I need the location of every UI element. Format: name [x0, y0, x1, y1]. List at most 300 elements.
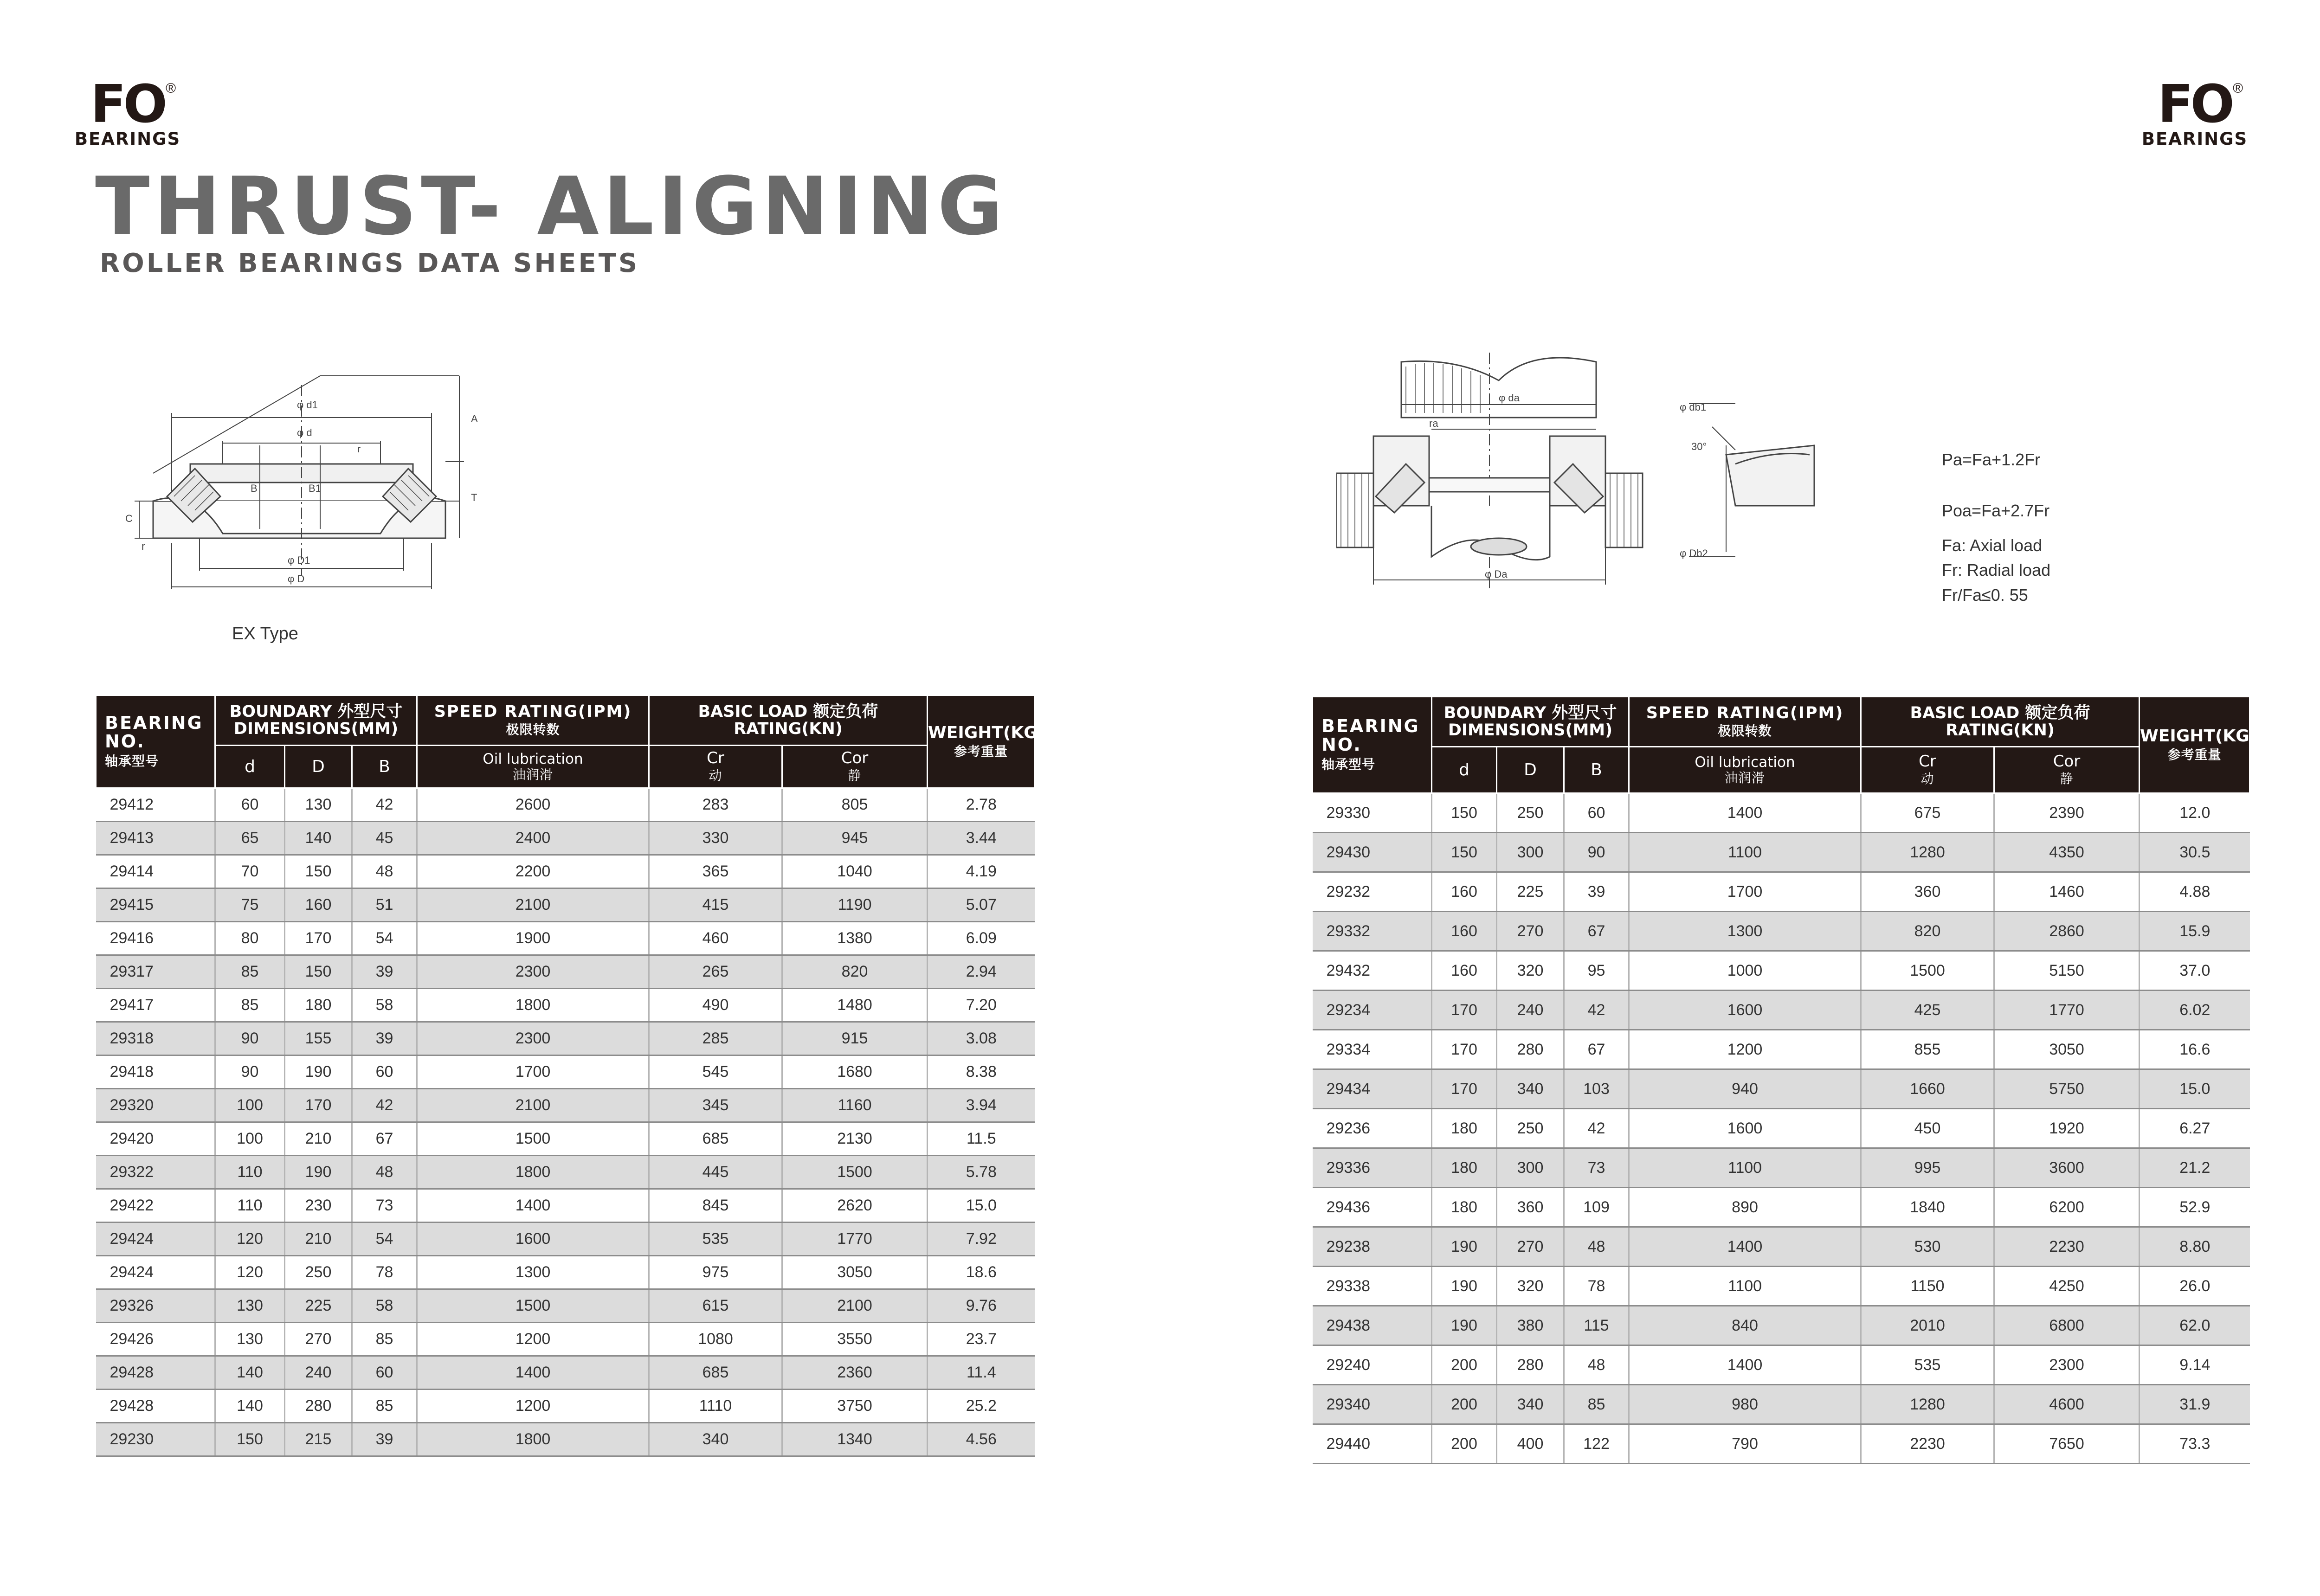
bore-d-cell: 65 — [215, 822, 285, 855]
outer-d-cell: 280 — [1497, 1345, 1564, 1385]
width-b-cell: 60 — [352, 1055, 417, 1089]
outer-d-cell: 300 — [1497, 1148, 1564, 1188]
speed-rating-header: SPEED RATING(IPM) 极限转数 — [417, 695, 649, 746]
load-cor-cell: 1770 — [1994, 991, 2140, 1030]
bearing-no-cell: 29434 — [1313, 1069, 1432, 1109]
load-cor-cell: 3050 — [1994, 1030, 2140, 1069]
load-cor-cell: 7650 — [1994, 1424, 2140, 1464]
width-b-cell: 67 — [352, 1122, 417, 1156]
bearing-no-cell: 29334 — [1313, 1030, 1432, 1069]
load-cr-cell: 490 — [649, 989, 782, 1022]
width-b-cell: 95 — [1564, 951, 1629, 991]
bore-d-cell: 160 — [1432, 951, 1497, 991]
outer-d-cell: 230 — [285, 1189, 352, 1223]
weight-header: WEIGHT(KG) 参考重量 — [2140, 697, 2250, 793]
bore-d-cell: 100 — [215, 1122, 285, 1156]
bore-d-cell: 85 — [215, 989, 285, 1022]
speed-oil-cell: 1500 — [417, 1122, 649, 1156]
bore-d-cell: 90 — [215, 1022, 285, 1055]
bearing-no-cell: 29236 — [1313, 1109, 1432, 1148]
bore-d-cell: 70 — [215, 855, 285, 888]
load-cr-cell: 1080 — [649, 1323, 782, 1356]
basic-load-rating-header: BASIC LOAD 额定负荷 RATING(KN) — [649, 695, 928, 746]
bore-d-cell: 180 — [1432, 1188, 1497, 1227]
label-d: φ d — [297, 427, 312, 438]
bore-d-cell: 110 — [215, 1189, 285, 1223]
table-row — [1313, 1306, 2250, 1345]
load-cor-cell: 3600 — [1994, 1148, 2140, 1188]
weight-cell: 4.56 — [928, 1423, 1035, 1456]
table-row — [96, 1122, 1035, 1156]
col-b-header: B — [352, 746, 417, 788]
load-cor-cell: 5750 — [1994, 1069, 2140, 1109]
load-cr-cell: 855 — [1861, 1030, 1994, 1069]
load-cr-cell: 425 — [1861, 991, 1994, 1030]
bore-d-cell: 190 — [1432, 1227, 1497, 1267]
width-b-cell: 39 — [1564, 872, 1629, 912]
weight-cell: 6.27 — [2140, 1109, 2250, 1148]
label-b1: B1 — [309, 483, 321, 494]
outer-d-cell: 190 — [285, 1156, 352, 1189]
outer-d-cell: 270 — [285, 1323, 352, 1356]
label-r-side: r — [142, 541, 145, 552]
bore-d-cell: 180 — [1432, 1148, 1497, 1188]
width-b-cell: 85 — [352, 1390, 417, 1423]
label-da: φ da — [1499, 392, 1520, 404]
bore-d-cell: 120 — [215, 1223, 285, 1256]
weight-cell: 37.0 — [2140, 951, 2250, 991]
bearing-data-table-right — [1312, 696, 2257, 1464]
outer-d-cell: 160 — [285, 888, 352, 922]
weight-cell: 5.78 — [928, 1156, 1035, 1189]
load-cr-cell: 283 — [649, 788, 782, 822]
load-cor-cell: 805 — [782, 788, 928, 822]
speed-oil-cell: 1600 — [1629, 1109, 1861, 1148]
bearing-no-cell: 29318 — [96, 1022, 215, 1055]
bearing-no-cell: 29426 — [96, 1323, 215, 1356]
outer-d-cell: 150 — [285, 955, 352, 989]
bearing-no-cell: 29432 — [1313, 951, 1432, 991]
load-cr-cell: 415 — [649, 888, 782, 922]
outer-d-cell: 360 — [1497, 1188, 1564, 1227]
load-cor-cell: 4350 — [1994, 833, 2140, 872]
width-b-cell: 73 — [1564, 1148, 1629, 1188]
speed-oil-cell: 1400 — [1629, 1227, 1861, 1267]
table-row — [96, 1323, 1035, 1356]
load-cor-cell: 5150 — [1994, 951, 2140, 991]
col-cor-header: Cor 静 — [1994, 747, 2140, 793]
load-cor-cell: 4600 — [1994, 1385, 2140, 1424]
bore-d-cell: 180 — [1432, 1109, 1497, 1148]
speed-oil-cell: 1100 — [1629, 1267, 1861, 1306]
table-row — [1313, 1188, 2250, 1227]
weight-cell: 3.08 — [928, 1022, 1035, 1055]
outer-d-cell: 240 — [1497, 991, 1564, 1030]
label-ra: ra — [1429, 418, 1438, 429]
bearing-no-cell: 29430 — [1313, 833, 1432, 872]
width-b-cell: 48 — [352, 855, 417, 888]
speed-oil-cell: 1800 — [417, 989, 649, 1022]
load-cr-cell: 365 — [649, 855, 782, 888]
outer-d-cell: 250 — [1497, 1109, 1564, 1148]
outer-d-cell: 270 — [1497, 1227, 1564, 1267]
outer-d-cell: 320 — [1497, 1267, 1564, 1306]
load-cor-cell: 2100 — [782, 1289, 928, 1323]
table-row — [96, 1055, 1035, 1089]
label-db2: φ Db2 — [1680, 547, 1708, 559]
bore-d-cell: 120 — [215, 1256, 285, 1289]
load-cr-cell: 1280 — [1861, 1385, 1994, 1424]
load-cr-cell: 685 — [649, 1122, 782, 1156]
table-row — [96, 1423, 1035, 1456]
speed-oil-cell: 2300 — [417, 955, 649, 989]
table-row — [96, 1089, 1035, 1122]
weight-cell: 2.78 — [928, 788, 1035, 822]
bearing-no-header: BEARING NO. 轴承型号 — [1313, 697, 1432, 793]
speed-oil-cell: 890 — [1629, 1188, 1861, 1227]
bearing-no-cell: 29338 — [1313, 1267, 1432, 1306]
logo-subtitle: BEARINGS — [2141, 129, 2248, 149]
outer-d-cell: 250 — [285, 1256, 352, 1289]
bearing-no-cell: 29438 — [1313, 1306, 1432, 1345]
bearing-no-cell: 29440 — [1313, 1424, 1432, 1464]
label-c: C — [125, 513, 133, 524]
weight-cell: 2.94 — [928, 955, 1035, 989]
bore-d-cell: 190 — [1432, 1306, 1497, 1345]
basic-load-rating-header: BASIC LOAD 额定负荷 RATING(KN) — [1861, 697, 2140, 747]
width-b-cell: 54 — [352, 1223, 417, 1256]
formula-pa: Pa=Fa+1.2Fr — [1942, 450, 2041, 469]
load-cor-cell: 2230 — [1994, 1227, 2140, 1267]
weight-cell: 3.44 — [928, 822, 1035, 855]
speed-oil-cell: 1400 — [1629, 1345, 1861, 1385]
page-title: THRUST- ALIGNING — [95, 160, 1007, 253]
speed-oil-cell: 2100 — [417, 1089, 649, 1122]
thrust-bearing-section-diagram — [125, 357, 496, 598]
outer-d-cell: 340 — [1497, 1069, 1564, 1109]
speed-oil-cell: 2200 — [417, 855, 649, 888]
width-b-cell: 39 — [352, 1423, 417, 1456]
formula-fa: Fa: Axial load — [1942, 536, 2043, 555]
load-cr-cell: 675 — [1861, 793, 1994, 833]
load-cr-cell: 1150 — [1861, 1267, 1994, 1306]
table-row — [96, 1223, 1035, 1256]
bearing-no-cell: 29326 — [96, 1289, 215, 1323]
outer-d-cell: 180 — [285, 989, 352, 1022]
bearing-no-cell: 29424 — [96, 1256, 215, 1289]
width-b-cell: 45 — [352, 822, 417, 855]
table-row — [96, 1189, 1035, 1223]
weight-cell: 31.9 — [2140, 1385, 2250, 1424]
outer-d-cell: 210 — [285, 1122, 352, 1156]
load-cr-cell: 460 — [649, 922, 782, 955]
speed-oil-cell: 1100 — [1629, 1148, 1861, 1188]
formula-ratio: Fr/Fa≤0. 55 — [1942, 586, 2028, 605]
oil-lubrication-header: Oil lubrication 油润滑 — [417, 746, 649, 788]
weight-cell: 11.5 — [928, 1122, 1035, 1156]
weight-cell: 21.2 — [2140, 1148, 2250, 1188]
load-cor-cell: 2300 — [1994, 1345, 2140, 1385]
load-cr-cell: 2010 — [1861, 1306, 1994, 1345]
outer-d-cell: 170 — [285, 1089, 352, 1122]
bore-d-cell: 200 — [1432, 1424, 1497, 1464]
width-b-cell: 115 — [1564, 1306, 1629, 1345]
table-row — [1313, 793, 2250, 833]
bore-d-cell: 60 — [215, 788, 285, 822]
bore-d-cell: 170 — [1432, 1069, 1497, 1109]
width-b-cell: 39 — [352, 1022, 417, 1055]
label-r-top: r — [357, 443, 361, 455]
bearing-no-cell: 29415 — [96, 888, 215, 922]
boundary-dimensions-header: BOUNDARY 外型尺寸 DIMENSIONS(MM) — [215, 695, 417, 746]
speed-oil-cell: 2300 — [417, 1022, 649, 1055]
outer-d-cell: 155 — [285, 1022, 352, 1055]
width-b-cell: 73 — [352, 1189, 417, 1223]
width-b-cell: 85 — [1564, 1385, 1629, 1424]
bearing-no-header: BEARING NO. 轴承型号 — [96, 695, 215, 788]
speed-oil-cell: 2400 — [417, 822, 649, 855]
outer-d-cell: 250 — [1497, 793, 1564, 833]
width-b-cell: 78 — [352, 1256, 417, 1289]
bore-d-cell: 200 — [1432, 1385, 1497, 1424]
load-cr-cell: 445 — [649, 1156, 782, 1189]
bearing-no-cell: 29232 — [1313, 872, 1432, 912]
outer-d-cell: 320 — [1497, 951, 1564, 991]
speed-oil-cell: 1200 — [1629, 1030, 1861, 1069]
bearing-no-cell: 29416 — [96, 922, 215, 955]
label-a: A — [471, 413, 478, 425]
table-row — [96, 855, 1035, 888]
label-t: T — [471, 492, 477, 503]
load-cr-cell: 995 — [1861, 1148, 1994, 1188]
bore-d-cell: 90 — [215, 1055, 285, 1089]
outer-d-cell: 280 — [1497, 1030, 1564, 1069]
logo-mark: FO — [2158, 74, 2232, 135]
bore-d-cell: 170 — [1432, 991, 1497, 1030]
weight-cell: 4.88 — [2140, 872, 2250, 912]
weight-cell: 25.2 — [928, 1390, 1035, 1423]
speed-oil-cell: 1500 — [417, 1289, 649, 1323]
col-d-header: d — [1432, 747, 1497, 793]
width-b-cell: 103 — [1564, 1069, 1629, 1109]
load-cr-cell: 975 — [649, 1256, 782, 1289]
table-row — [96, 1156, 1035, 1189]
load-cor-cell: 945 — [782, 822, 928, 855]
width-b-cell: 60 — [352, 1356, 417, 1390]
bearing-no-cell: 29422 — [96, 1189, 215, 1223]
load-cr-cell: 615 — [649, 1289, 782, 1323]
load-cor-cell: 2360 — [782, 1356, 928, 1390]
load-cr-cell: 1500 — [1861, 951, 1994, 991]
bore-d-cell: 190 — [1432, 1267, 1497, 1306]
table-row — [96, 1289, 1035, 1323]
outer-d-cell: 240 — [285, 1356, 352, 1390]
speed-oil-cell: 1900 — [417, 922, 649, 955]
load-cr-cell: 340 — [649, 1423, 782, 1456]
weight-cell: 7.92 — [928, 1223, 1035, 1256]
col-cr-header: Cr 动 — [1861, 747, 1994, 793]
col-b-header: B — [1564, 747, 1629, 793]
weight-cell: 8.80 — [2140, 1227, 2250, 1267]
width-b-cell: 60 — [1564, 793, 1629, 833]
bore-d-cell: 80 — [215, 922, 285, 955]
table-row — [1313, 1227, 2250, 1267]
table-row — [96, 955, 1035, 989]
bearing-no-cell: 29413 — [96, 822, 215, 855]
load-cor-cell: 820 — [782, 955, 928, 989]
load-cr-cell: 820 — [1861, 912, 1994, 951]
load-cr-cell: 345 — [649, 1089, 782, 1122]
label-d1: φ d1 — [297, 399, 318, 411]
load-cor-cell: 1920 — [1994, 1109, 2140, 1148]
load-cor-cell: 1160 — [782, 1089, 928, 1122]
bearing-no-cell: 29417 — [96, 989, 215, 1022]
table-row — [96, 1390, 1035, 1423]
logo-right — [2125, 74, 2264, 149]
speed-oil-cell: 980 — [1629, 1385, 1861, 1424]
load-cor-cell: 3750 — [782, 1390, 928, 1423]
bearing-no-cell: 29418 — [96, 1055, 215, 1089]
outer-d-cell: 130 — [285, 788, 352, 822]
weight-cell: 4.19 — [928, 855, 1035, 888]
outer-d-cell: 340 — [1497, 1385, 1564, 1424]
speed-oil-cell: 1400 — [417, 1189, 649, 1223]
width-b-cell: 58 — [352, 1289, 417, 1323]
outer-d-cell: 210 — [285, 1223, 352, 1256]
table-row — [96, 888, 1035, 922]
bore-d-cell: 130 — [215, 1323, 285, 1356]
bore-d-cell: 140 — [215, 1356, 285, 1390]
logo-left — [58, 74, 197, 149]
load-cor-cell: 1040 — [782, 855, 928, 888]
table-row — [1313, 1267, 2250, 1306]
bore-d-cell: 150 — [1432, 833, 1497, 872]
table-row — [1313, 951, 2250, 991]
bore-d-cell: 75 — [215, 888, 285, 922]
col-outer-d-header: D — [1497, 747, 1564, 793]
width-b-cell: 48 — [352, 1156, 417, 1189]
table-row — [96, 922, 1035, 955]
speed-oil-cell: 1400 — [417, 1356, 649, 1390]
bore-d-cell: 130 — [215, 1289, 285, 1323]
table-row — [1313, 912, 2250, 951]
bearing-no-cell: 29230 — [96, 1423, 215, 1456]
bearing-no-cell: 29332 — [1313, 912, 1432, 951]
load-cor-cell: 1480 — [782, 989, 928, 1022]
outer-d-cell: 225 — [1497, 872, 1564, 912]
weight-cell: 9.14 — [2140, 1345, 2250, 1385]
formula-poa: Poa=Fa+2.7Fr — [1942, 501, 2050, 520]
speed-oil-cell: 940 — [1629, 1069, 1861, 1109]
bore-d-cell: 150 — [1432, 793, 1497, 833]
bearing-no-cell: 29322 — [96, 1156, 215, 1189]
speed-oil-cell: 1100 — [1629, 833, 1861, 872]
bearing-no-cell: 29420 — [96, 1122, 215, 1156]
load-cr-cell: 450 — [1861, 1109, 1994, 1148]
outer-d-cell: 140 — [285, 822, 352, 855]
bearing-no-cell: 29317 — [96, 955, 215, 989]
load-cor-cell: 2390 — [1994, 793, 2140, 833]
load-cor-cell: 915 — [782, 1022, 928, 1055]
label-db1: φ db1 — [1680, 401, 1707, 413]
weight-cell: 18.6 — [928, 1256, 1035, 1289]
speed-oil-cell: 1300 — [417, 1256, 649, 1289]
table-row — [1313, 1385, 2250, 1424]
width-b-cell: 42 — [352, 788, 417, 822]
label-d1-outer: φ D1 — [288, 554, 310, 566]
speed-oil-cell: 1700 — [417, 1055, 649, 1089]
width-b-cell: 42 — [1564, 991, 1629, 1030]
weight-cell: 6.02 — [2140, 991, 2250, 1030]
load-cor-cell: 1460 — [1994, 872, 2140, 912]
load-cor-cell: 6200 — [1994, 1188, 2140, 1227]
weight-cell: 30.5 — [2140, 833, 2250, 872]
width-b-cell: 109 — [1564, 1188, 1629, 1227]
speed-oil-cell: 1700 — [1629, 872, 1861, 912]
label-angle: 30° — [1691, 441, 1707, 452]
registered-mark: ® — [166, 81, 176, 96]
load-cr-cell: 2230 — [1861, 1424, 1994, 1464]
width-b-cell: 48 — [1564, 1345, 1629, 1385]
outer-d-cell: 170 — [285, 922, 352, 955]
table-row — [1313, 1148, 2250, 1188]
outer-d-cell: 400 — [1497, 1424, 1564, 1464]
bore-d-cell: 160 — [1432, 872, 1497, 912]
outer-d-cell: 215 — [285, 1423, 352, 1456]
speed-oil-cell: 790 — [1629, 1424, 1861, 1464]
table-row — [96, 788, 1035, 822]
weight-cell: 15.9 — [2140, 912, 2250, 951]
table-row — [96, 1022, 1035, 1055]
table-row — [1313, 1069, 2250, 1109]
diagram-caption: EX Type — [232, 624, 298, 644]
bearing-no-cell: 29238 — [1313, 1227, 1432, 1267]
bearing-no-cell: 29428 — [96, 1390, 215, 1423]
bearing-no-cell: 29340 — [1313, 1385, 1432, 1424]
width-b-cell: 122 — [1564, 1424, 1629, 1464]
speed-oil-cell: 1600 — [417, 1223, 649, 1256]
width-b-cell: 42 — [1564, 1109, 1629, 1148]
speed-oil-cell: 2600 — [417, 788, 649, 822]
weight-cell: 62.0 — [2140, 1306, 2250, 1345]
bearing-no-cell: 29412 — [96, 788, 215, 822]
load-cor-cell: 1680 — [782, 1055, 928, 1089]
bearing-no-cell: 29240 — [1313, 1345, 1432, 1385]
speed-oil-cell: 1000 — [1629, 951, 1861, 991]
weight-cell: 15.0 — [2140, 1069, 2250, 1109]
table-row — [96, 1256, 1035, 1289]
weight-cell: 12.0 — [2140, 793, 2250, 833]
load-cor-cell: 4250 — [1994, 1267, 2140, 1306]
bore-d-cell: 140 — [215, 1390, 285, 1423]
bearing-no-cell: 29234 — [1313, 991, 1432, 1030]
outer-d-cell: 380 — [1497, 1306, 1564, 1345]
width-b-cell: 78 — [1564, 1267, 1629, 1306]
bearing-data-table-left — [95, 695, 1045, 1457]
bearing-no-cell: 29436 — [1313, 1188, 1432, 1227]
label-d-outer: φ D — [288, 573, 305, 585]
speed-rating-header: SPEED RATING(IPM) 极限转数 — [1629, 697, 1861, 747]
speed-oil-cell: 1800 — [417, 1156, 649, 1189]
weight-cell: 7.20 — [928, 989, 1035, 1022]
table-row — [1313, 872, 2250, 912]
width-b-cell: 85 — [352, 1323, 417, 1356]
load-cr-cell: 1660 — [1861, 1069, 1994, 1109]
load-cr-cell: 535 — [1861, 1345, 1994, 1385]
width-b-cell: 51 — [352, 888, 417, 922]
logo-subtitle: BEARINGS — [74, 129, 181, 149]
load-cr-cell: 845 — [649, 1189, 782, 1223]
